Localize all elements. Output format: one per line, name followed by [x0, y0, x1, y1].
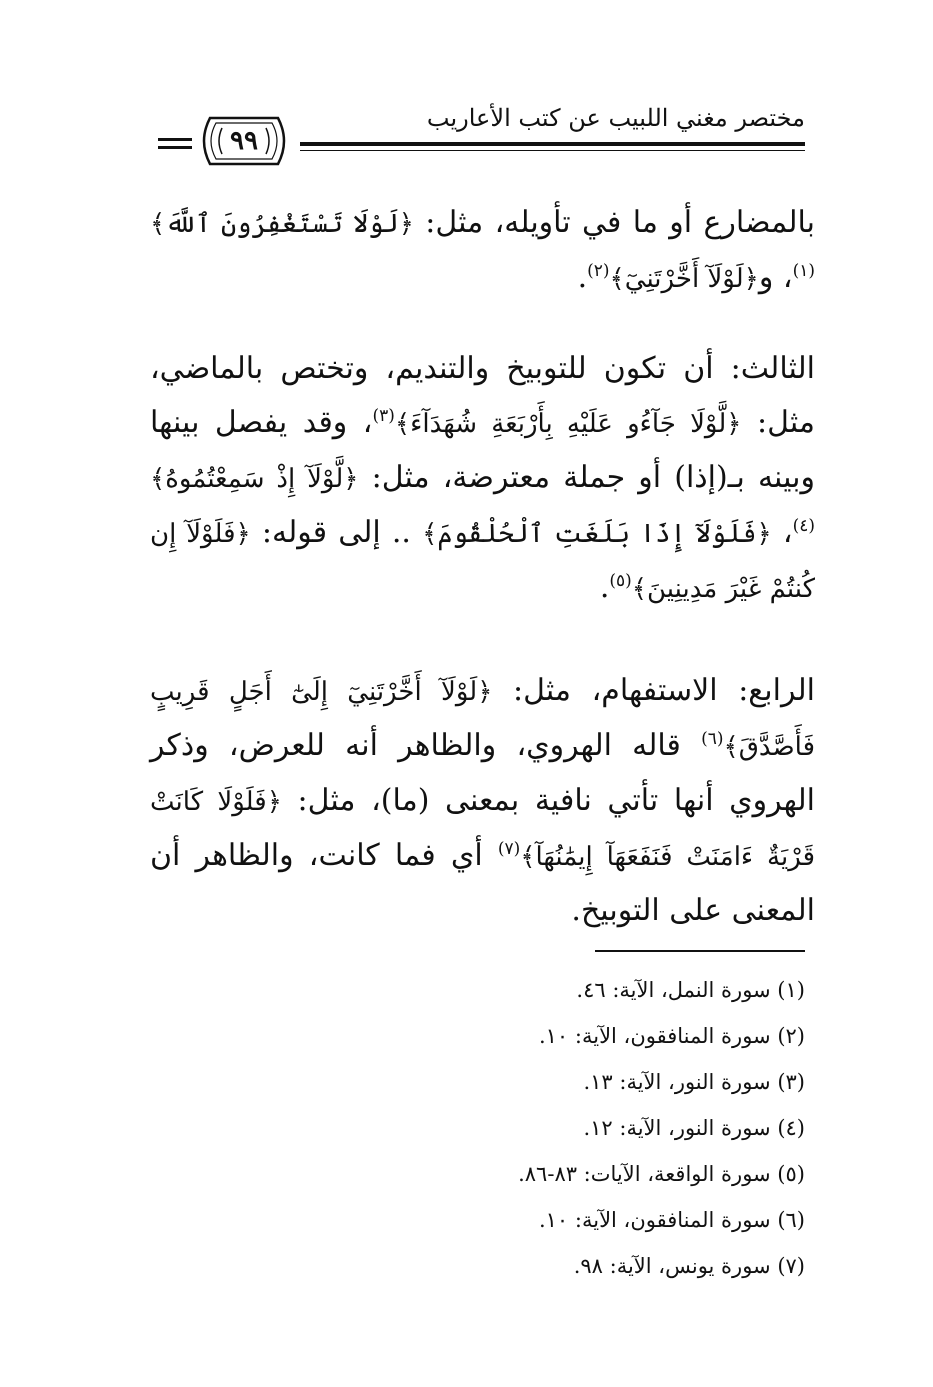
text-run: أي فما كانت، والظاهر أن المعنى على التوبيخ.	[150, 838, 815, 928]
quran-quote: ﴿فَلَوْلَآ إِذَا بَلَغَتِ ٱلْحُلْقُومَ﴾	[422, 519, 772, 549]
footnote-separator	[595, 950, 805, 952]
running-header-title: مختصر مغني اللبيب عن كتب الأعاريب	[426, 104, 805, 132]
footnote: (٤) سورة النور، الآية: ١٢.	[583, 1116, 805, 1140]
text-run: بالمضارع أو ما في تأويله، مثل:	[413, 205, 815, 240]
quran-quote: ﴿لَّوْلَآ إِذْ سَمِعْتُمُوهُ﴾	[150, 464, 359, 494]
text-run: .	[577, 260, 588, 295]
footnote: (٢) سورة المنافقون، الآية: ١٠.	[538, 1024, 805, 1048]
text-run: الرابع: الاستفهام، مثل:	[492, 673, 815, 708]
paragraph-1	[150, 196, 815, 306]
footnote-ref: (١)	[792, 261, 815, 281]
text-run: ، و	[758, 260, 793, 295]
footnote-ref: (٤)	[792, 516, 816, 536]
footnote-ref: (٣)	[372, 406, 395, 426]
quran-quote: ﴿لَوْلَآ أَخَّرْتَنِيٓ إِلَىٰٓ أَجَلٍ قَرِيبٍ فَأَصَّدَّقَ﴾	[150, 677, 815, 762]
footnote: (٧) سورة يونس، الآية: ٩٨.	[573, 1254, 805, 1278]
footnote-ref: (٦)	[701, 729, 724, 749]
footnote: (٣) سورة النور، الآية: ١٣.	[583, 1070, 805, 1094]
text-run: .	[599, 570, 610, 605]
footnote: (١) سورة النمل، الآية: ٤٦.	[576, 978, 805, 1002]
header-rule-left-upper	[158, 138, 192, 141]
footnote: (٥) سورة الواقعة، الآيات: ٨٣-٨٦.	[518, 1162, 805, 1186]
text-run: .. إلى قوله:	[250, 515, 423, 550]
quran-quote: ﴿لَوْلَآ أَخَّرْتَنِيٓ﴾	[609, 264, 759, 294]
header-rule-thick	[300, 142, 805, 146]
header-rule-thin	[300, 150, 805, 151]
paragraph-3	[150, 664, 815, 938]
footnote-ref: (٥)	[609, 571, 632, 591]
footnote-ref: (٢)	[587, 261, 610, 281]
quran-quote: ﴿فَلَوْلَا كَانَتْ قَرْيَةٌ ءَامَنَتْ فَنَفَعَهَآ إِيمَٰنُهَآ﴾	[150, 787, 816, 872]
text-run: ،	[771, 515, 793, 550]
text-run: قاله الهروي، والظاهر أنه للعرض، وذكر الهروي أنها تأتي نافية بمعنى (ما)، مثل:	[150, 728, 815, 818]
page-number: ٩٩	[230, 126, 258, 156]
footnotes-list	[305, 967, 805, 1289]
page-number-badge	[196, 112, 292, 170]
footnote-ref: (٧)	[497, 839, 521, 859]
footnote: (٦) سورة المنافقون، الآية: ١٠.	[538, 1208, 805, 1232]
quran-quote: ﴿فَلَوْلَآ إِن كُنتُمْ غَيْرَ مَدِينِينَ﴾	[150, 519, 815, 604]
text-run: الثالث: أن تكون للتوبيخ والتنديم، وتختص بالماضي، مثل:	[150, 351, 815, 440]
text-run: ، وقد يفصل بينها وبينه بـ(إذا) أو جملة معترضة، مثل:	[150, 405, 815, 495]
quran-quote: ﴿لَوْلَا تَسْتَغْفِرُونَ ٱللَّهَ﴾	[150, 209, 414, 239]
paragraph-2	[150, 342, 815, 616]
quran-quote: ﴿لَّوْلَا جَآءُو عَلَيْهِ بِأَرْبَعَةِ شُهَدَآءَ﴾	[394, 409, 742, 439]
header-rule-left-lower	[158, 146, 192, 149]
